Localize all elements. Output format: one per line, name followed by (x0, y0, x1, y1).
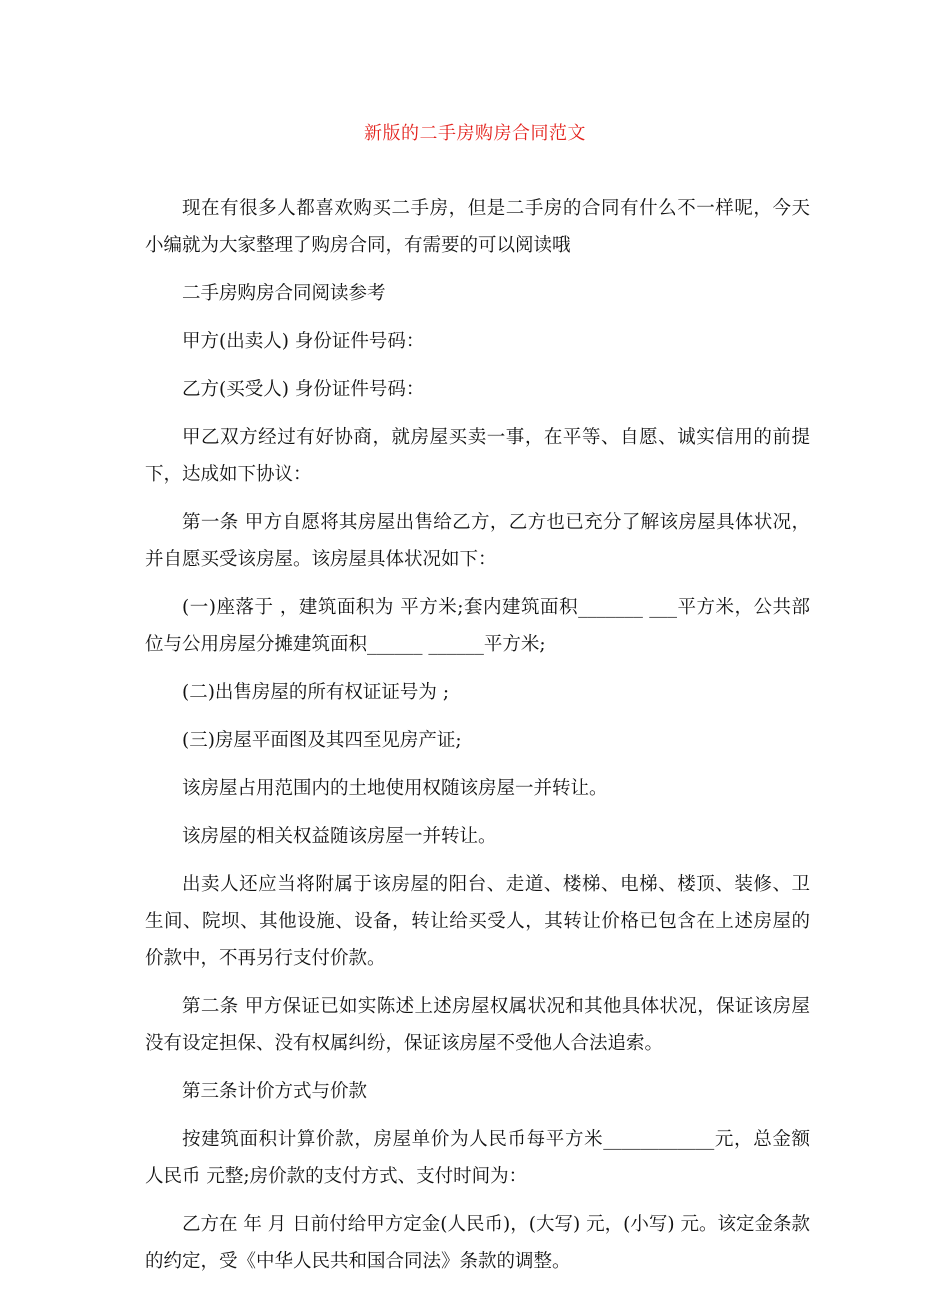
paragraph-intro: 现在有很多人都喜欢购买二手房，但是二手房的合同有什么不一样呢，今天小编就为大家整理了购房合同，有需要的可以阅读哦 (145, 198, 810, 256)
paragraph-item-1: (一)座落于 ，建筑面积为 平方米;套内建筑面积_______ ___平方米，公共部位与公用房屋分摊建筑面积______ ______平方米; (145, 597, 810, 655)
paragraph-agreement-preamble: 甲乙双方经过有好协商，就房屋买卖一事，在平等、自愿、诚实信用的前提下，达成如下协议： (145, 427, 810, 485)
paragraph-reference-heading: 二手房购房合同阅读参考 (182, 283, 386, 304)
document-body (145, 190, 810, 1291)
paragraph-related-rights: 该房屋的相关权益随该房屋一并转让。 (182, 826, 497, 847)
paragraph-item-3: (三)房屋平面图及其四至见房产证; (182, 730, 462, 751)
paragraph-pricing: 按建筑面积计算价款，房屋单价为人民币每平方米____________元，总金额人民币 元整;房价款的支付方式、支付时间为： (145, 1129, 810, 1187)
paragraph-deposit: 乙方在 年 月 日前付给甲方定金(人民币)，(大写) 元，(小写) 元。该定金条款的约定，受《中华人民共和国合同法》条款的调整。 (145, 1214, 810, 1272)
paragraph-party-a: 甲方(出卖人) 身份证件号码： (182, 331, 425, 352)
paragraph-article-2: 第二条 甲方保证已如实陈述上述房屋权属状况和其他具体状况，保证该房屋没有设定担保、没有权属纠纷，保证该房屋不受他人合法追索。 (145, 996, 810, 1054)
paragraph-land-use-right: 该房屋占用范围内的土地使用权随该房屋一并转让。 (182, 778, 608, 799)
paragraph-article-3-heading: 第三条计价方式与价款 (182, 1081, 368, 1102)
document-title: 新版的二手房购房合同范文 (364, 123, 586, 144)
paragraph-party-b: 乙方(买受人) 身份证件号码： (182, 379, 425, 400)
paragraph-article-1: 第一条 甲方自愿将其房屋出售给乙方，乙方也已充分了解该房屋具体状况，并自愿买受该房屋。该房屋具体状况如下： (145, 512, 810, 570)
paragraph-attachments: 出卖人还应当将附属于该房屋的阳台、走道、楼梯、电梯、楼顶、装修、卫生间、院坝、其他设施、设备，转让给买受人，其转让价格已包含在上述房屋的价款中，不再另行支付价款。 (145, 874, 810, 969)
paragraph-item-2: (二)出售房屋的所有权证证号为 ; (182, 682, 450, 703)
